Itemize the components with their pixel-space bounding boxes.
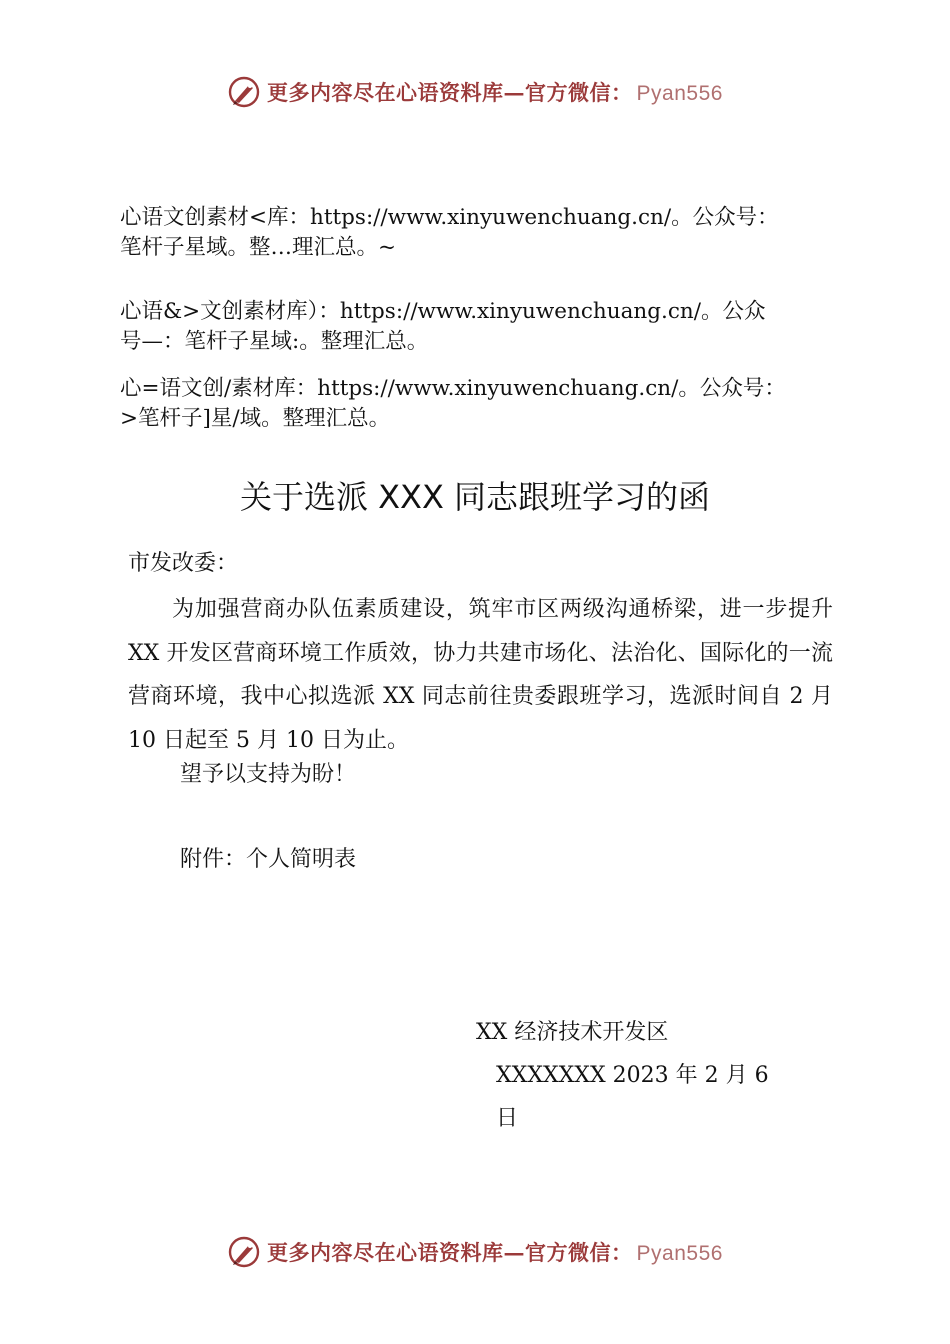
watermark-line-1: 心语文创素材<库：https://www.xinyuwenchuang.cn/。公众号： 笔杆子星域。整…理汇总。~	[120, 205, 779, 260]
pen-logo-icon	[227, 1235, 261, 1269]
banner-wechat-id: Pyan556	[636, 82, 723, 105]
signature-date: XXXXXXX 2023 年 2 月 6	[496, 1063, 769, 1088]
document-title: 关于选派 XXX 同志跟班学习的函	[239, 478, 711, 516]
banner-text	[267, 1237, 723, 1267]
salutation: 市发改委：	[128, 551, 239, 576]
banner-text	[267, 77, 723, 107]
banner-wechat-id: Pyan556	[636, 1242, 723, 1265]
signature-date-end: 日	[496, 1106, 519, 1131]
closing-line: 望予以支持为盼！	[180, 762, 357, 787]
header-banner	[0, 72, 950, 112]
banner-slogan: 更多内容尽在心语资料库—官方微信：	[267, 1240, 633, 1265]
body-paragraph: 为加强营商办队伍素质建设，筑牢市区两级沟通桥梁，进一步提升 XX 开发区营商环境工作质效，协力共建市场化、法治化、国际化的一流营商环境，我中心拟选派 XX 同志前往贵委跟班学习，选派时间自 2 月 10 日起至 5 月 10 日为止。	[128, 597, 833, 753]
banner-slogan: 更多内容尽在心语资料库—官方微信：	[267, 80, 633, 105]
pen-logo-icon	[227, 75, 261, 109]
signature-organization: XX 经济技术开发区	[476, 1020, 669, 1045]
watermark-line-2: 心语&>文创素材库）：https://www.xinyuwenchuang.cn/。公众 号—：笔杆子星域:。整理汇总。	[120, 299, 766, 354]
attachment-line: 附件：个人简明表	[180, 847, 357, 872]
watermark-line-3: 心=语文创/素材库：https://www.xinyuwenchuang.cn/。公众号： >笔杆子]星/域。整理汇总。	[120, 376, 786, 431]
footer-banner	[0, 1232, 950, 1272]
